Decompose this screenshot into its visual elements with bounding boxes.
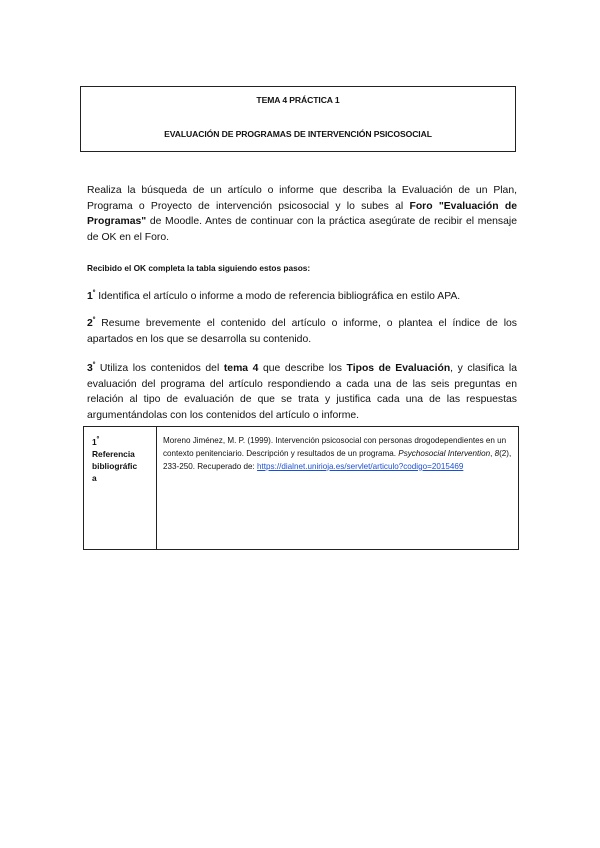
step-3-text-a: Utiliza los contenidos del bbox=[95, 363, 224, 374]
reference-label-cell bbox=[84, 427, 157, 549]
reference-volume: 8 bbox=[494, 448, 500, 458]
step-2 bbox=[87, 316, 517, 347]
recibido-instruction: Recibido el OK completa la tabla siguiendo estos pasos: bbox=[87, 263, 311, 273]
step-3-text-d: , y clasifica la evaluación del programa del artículo respondiendo a cada una de las seis preguntas en relación al tipo de evaluación de que se trata y justifica cada una de las respuestas argumentándolas con los contenidos del artículo o informe. bbox=[87, 363, 517, 421]
reference-label-ordinal: º bbox=[96, 436, 100, 444]
reference-journal: Psychosocial Intervention bbox=[398, 448, 491, 458]
reference-table bbox=[83, 426, 519, 550]
step-1-number: 1 bbox=[87, 291, 93, 302]
intro-forum-name: Foro "Evaluación de Programas" bbox=[87, 200, 517, 227]
step-3-number: 3 bbox=[87, 363, 93, 374]
reference-label-line-3: a bbox=[92, 473, 97, 483]
step-3 bbox=[87, 361, 517, 423]
reference-issue-pages: (2), 233-250. Recuperado de: bbox=[163, 448, 512, 471]
reference-citation: Moreno Jiménez, M. P. (1999). Intervención psicosocial con personas drogodependientes en un contexto penitenciario. Descripción y resultados de un programa. bbox=[163, 436, 507, 458]
reference-url-link[interactable]: https://dialnet.unirioja.es/servlet/articulo?codigo=2015469 bbox=[257, 461, 464, 471]
reference-label-line-1: Referencia bbox=[92, 449, 135, 459]
intro-text-2: de Moodle. Antes de continuar con la práctica asegúrate de recibir el mensaje de OK en el Foro. bbox=[87, 216, 517, 243]
reference-label-number: 1 bbox=[92, 437, 97, 447]
step-3-ordinal: º bbox=[92, 361, 96, 369]
step-3-text-c: que describe los bbox=[258, 363, 347, 374]
step-3-evaluation-types: Tipos de Evaluación bbox=[346, 363, 451, 374]
step-1 bbox=[87, 289, 517, 305]
step-1-ordinal: º bbox=[92, 289, 96, 297]
step-2-number: 2 bbox=[87, 318, 93, 329]
reference-content-cell bbox=[157, 427, 518, 557]
intro-text-1: Realiza la búsqueda de un artículo o informe que describa la Evaluación de un Plan, Programa o Proyecto de intervención psicosocial y lo subes al bbox=[87, 185, 517, 212]
reference-label-line-2: bibliográfic bbox=[92, 461, 138, 471]
step-1-text: Identifica el artículo o informe a modo de referencia bibliográfica en estilo APA. bbox=[95, 291, 461, 302]
page-title: TEMA 4 PRÁCTICA 1 bbox=[256, 95, 340, 105]
page-subtitle: EVALUACIÓN DE PROGRAMAS DE INTERVENCIÓN PSICOSOCIAL bbox=[164, 129, 432, 139]
step-2-ordinal: º bbox=[92, 316, 96, 324]
step-3-topic: tema 4 bbox=[223, 363, 259, 374]
title-box bbox=[80, 86, 516, 152]
intro-paragraph bbox=[87, 183, 517, 245]
reference-separator: , bbox=[490, 448, 495, 458]
step-2-text: Resume brevemente el contenido del artículo o informe, o plantea el índice de los apartados en los que se desarrolla su contenido. bbox=[87, 318, 517, 345]
